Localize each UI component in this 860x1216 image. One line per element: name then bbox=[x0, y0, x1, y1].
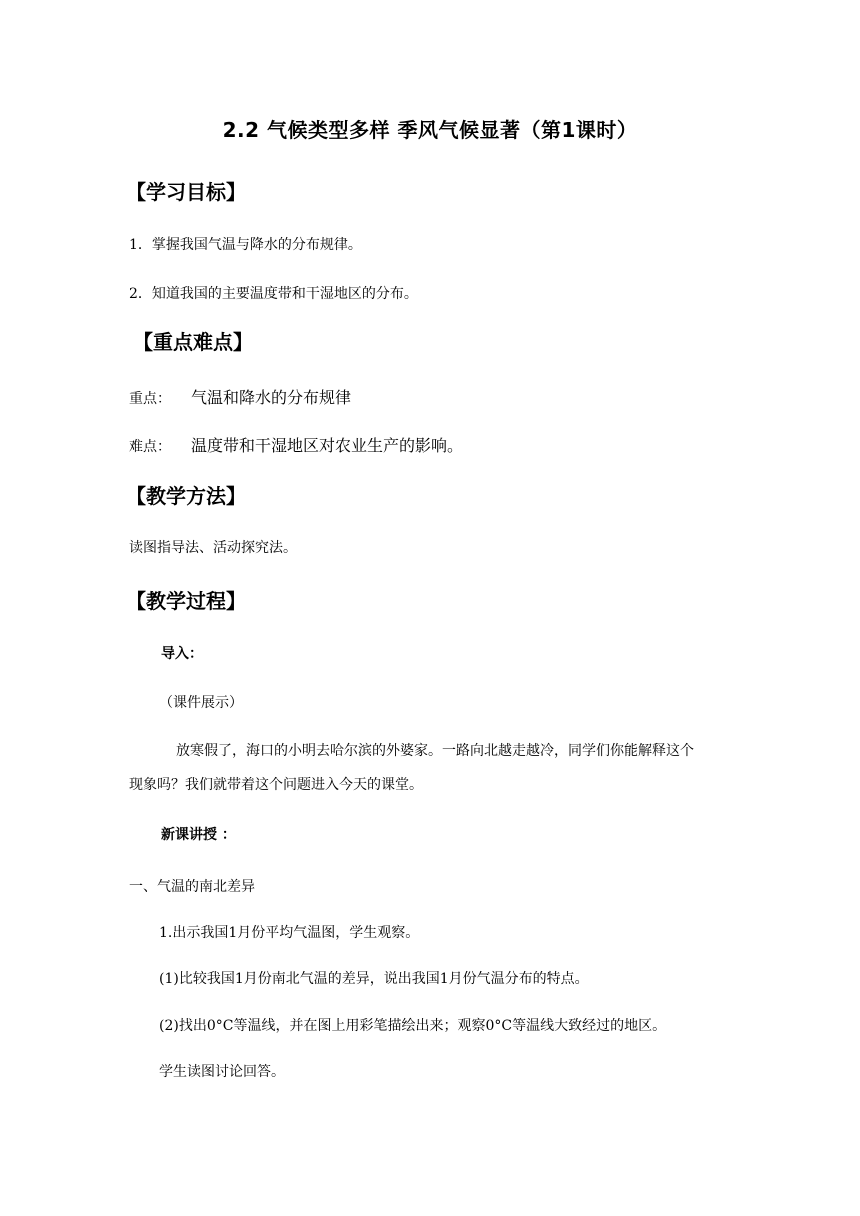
step-1: 1.出示我国1月份平均气温图，学生观察。 bbox=[159, 925, 420, 941]
intro-label: 导入： bbox=[161, 646, 203, 662]
part1-title: 一、气温的南北差异 bbox=[129, 879, 255, 895]
question-1: (1)比较我国1月份南北气温的差异，说出我国1月份气温分布的特点。 bbox=[159, 971, 589, 987]
objective-item-1: 1．掌握我国气温与降水的分布规律。 bbox=[129, 237, 362, 253]
students-note: 学生读图讨论回答。 bbox=[159, 1064, 285, 1080]
process-heading: 【教学过程】 bbox=[126, 589, 246, 613]
story-line-1: 放寒假了，海口的小明去哈尔滨的外婆家。一路向北越走越冷，同学们你能解释这个 bbox=[176, 743, 694, 759]
objectives-heading: 【学习目标】 bbox=[126, 180, 246, 204]
methods-text: 读图指导法、活动探究法。 bbox=[129, 540, 297, 556]
page-title: 2.2 气候类型多样 季风气候显著（第1课时） bbox=[222, 118, 638, 142]
methods-heading: 【教学方法】 bbox=[126, 484, 246, 508]
story-line-2: 现象吗？我们就带着这个问题进入今天的课堂。 bbox=[129, 777, 423, 793]
key-text: 气温和降水的分布规律 bbox=[191, 388, 352, 407]
new-lesson-label: 新课讲授 ： bbox=[161, 827, 236, 843]
key-label: 重点： bbox=[129, 391, 171, 407]
courseware-note: （课件展示） bbox=[159, 695, 243, 711]
question-2: (2)找出0°C等温线，并在图上用彩笔描绘出来；观察0°C等温线大致经过的地区。 bbox=[159, 1018, 667, 1034]
key-points-heading: 【重点难点】 bbox=[133, 330, 253, 354]
difficult-text: 温度带和干湿地区对农业生产的影响。 bbox=[191, 436, 464, 455]
objective-item-2: 2．知道我国的主要温度带和干湿地区的分布。 bbox=[129, 286, 418, 302]
difficult-label: 难点： bbox=[129, 439, 171, 455]
